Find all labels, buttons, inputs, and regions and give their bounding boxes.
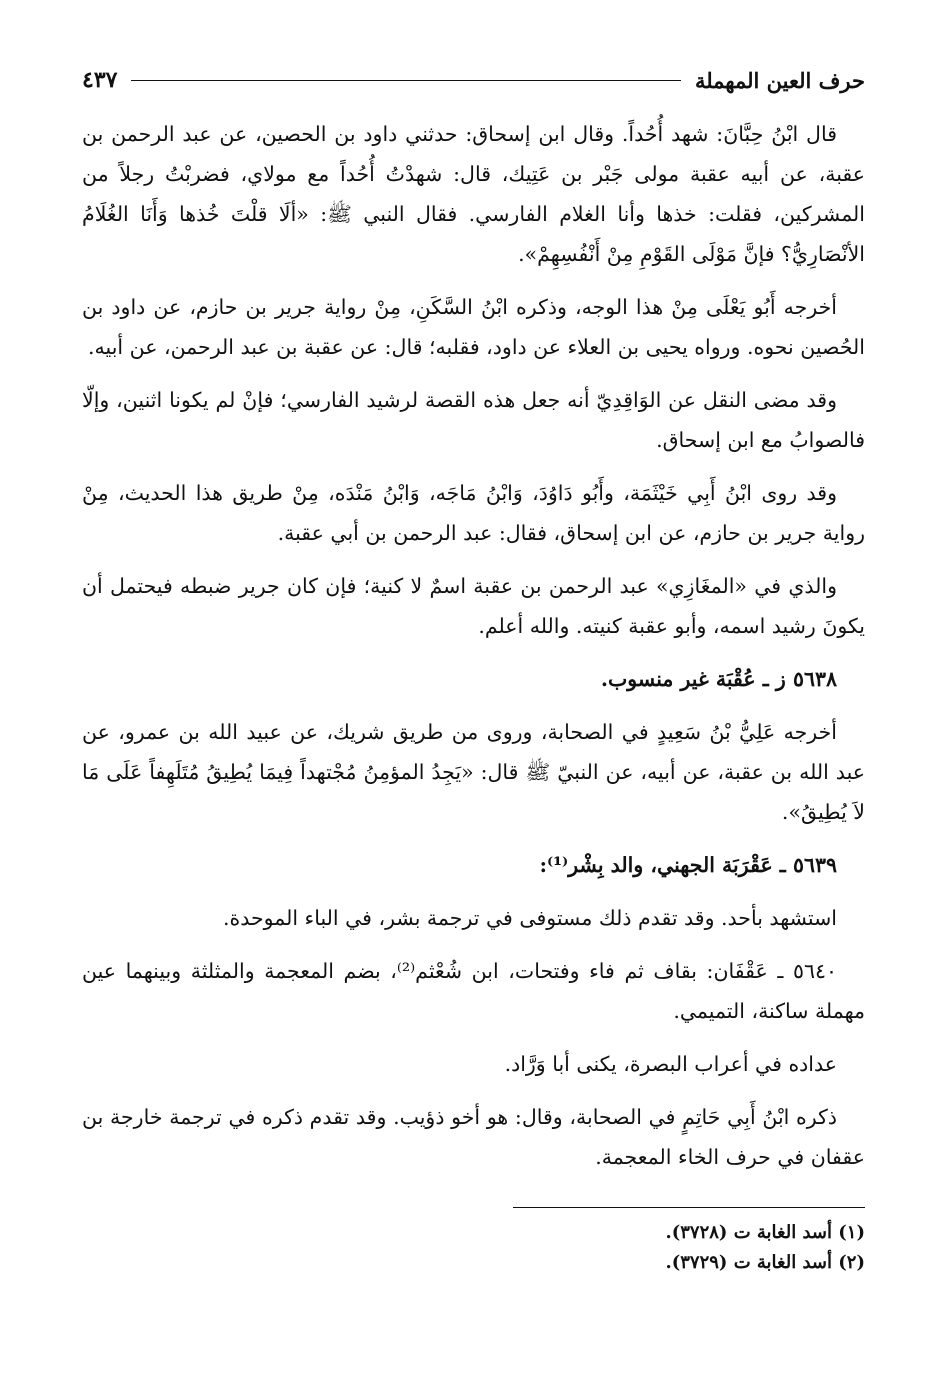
paragraph: وقد روى ابْنُ أَبِي خَيْثَمَة، وأَبُو دَاوُدَ، وَابْنُ مَاجَه، وَابْنُ مَنْدَه، مِنْ طريق هذا الحديث، مِنْ رواية جرير بن حازم، عن ابن إسحاق، فقال: عبد الرحمن بن أبي عقبة.: [82, 481, 865, 545]
footnote: (٢) أسد الغابة ت (٣٧٢٩).: [665, 1252, 865, 1273]
main-text: [82, 114, 865, 1177]
entry-heading: ٥٦٣٩ ـ عَقْرَبَة الجهني، والد بِشْر⁽¹⁾:: [539, 853, 837, 877]
footnote: (١) أسد الغابة ت (٣٧٢٨).: [665, 1222, 865, 1243]
page-number: ٤٣٧: [82, 67, 118, 93]
paragraph: والذي في «المغَازِي» عبد الرحمن بن عقبة اسمٌ لا كنية؛ فإن كان جرير ضبطه فيحتمل أن يكونَ رشيد اسمه، وأبو عقبة كنيته. والله أعلم.: [82, 574, 865, 638]
paragraph: قال ابْنُ حِبَّانَ: شهد أُحُداً. وقال ابن إسحاق: حدثني داود بن الحصين، عن عبد الرحمن بن عقبة، عن أبيه عقبة مولى جَبْر بن عَتِيك، قال: شهدْتُ أُحُداً مع مولاي، فضربْتُ رجلاً من المشركين، فقلت: خذها وأنا الغلام الفارسي. فقال النبي ﷺ: «ألَا قلْتَ خُذها وَأَنَا الغُلَامُ الأنْصَارِيُّ؟ فإنَّ مَوْلَى القَوْمِ مِنْ أَنْفُسِهِمْ».: [82, 122, 865, 266]
paragraph: استشهد بأحد. وقد تقدم ذلك مستوفى في ترجمة بشر، في الباء الموحدة.: [222, 906, 837, 930]
paragraph: وقد مضى النقل عن الوَاقِدِيّ أنه جعل هذه القصة لرشيد الفارسي؛ فإنْ لم يكونا اثنين، وإلّا فالصوابُ مع ابن إسحاق.: [82, 388, 865, 452]
paragraph: أخرجه أَبُو يَعْلَى مِنْ هذا الوجه، وذكره ابْنُ السَّكَنِ، مِنْ رواية جرير بن حازم، عن داود بن الحُصين نحوه. ورواه يحيى بن العلاء عن داود، فقلبه؛ قال: عن عقبة بن عبد الرحمن، عن أبيه.: [82, 295, 865, 359]
paragraph: ذكره ابْنُ أَبِي حَاتِمٍ في الصحابة، وقال: هو أخو ذؤيب. وقد تقدم ذكره في ترجمة خارجة بن عقفان في حرف الخاء المعجمة.: [82, 1105, 865, 1169]
header-rule: [131, 80, 680, 81]
page-header: [82, 62, 865, 98]
paragraph: عداده في أعراب البصرة، يكنى أبا وَرَّاد.: [504, 1052, 837, 1076]
running-title: حرف العين المهملة: [694, 67, 865, 93]
footnotes: [82, 1218, 865, 1278]
footnote-rule: [513, 1207, 865, 1208]
entry-heading: ٥٦٣٨ ز ـ عُقْبَة غير منسوب.: [600, 667, 837, 691]
paragraph: أخرجه عَلِيُّ بْنُ سَعِيدٍ في الصحابة، وروى من طريق شريك، عن عبيد الله بن عمرو، عن عبد الله بن عقبة، عن أبيه، عن النبيّ ﷺ قال: «يَجِدُ المؤمِنُ مُجْتهداً فِيمَا يُطِيقُ مُتَلَهِفاً عَلَى مَا لاَ يُطِيقُ».: [82, 720, 865, 824]
paragraph: ٥٦٤٠ ـ عَقْفَان: بقاف ثم فاء وفتحات، ابن شُعْثم⁽²⁾، بضم المعجمة والمثلثة وبينهما عين مهملة ساكنة، التميمي.: [82, 959, 865, 1023]
